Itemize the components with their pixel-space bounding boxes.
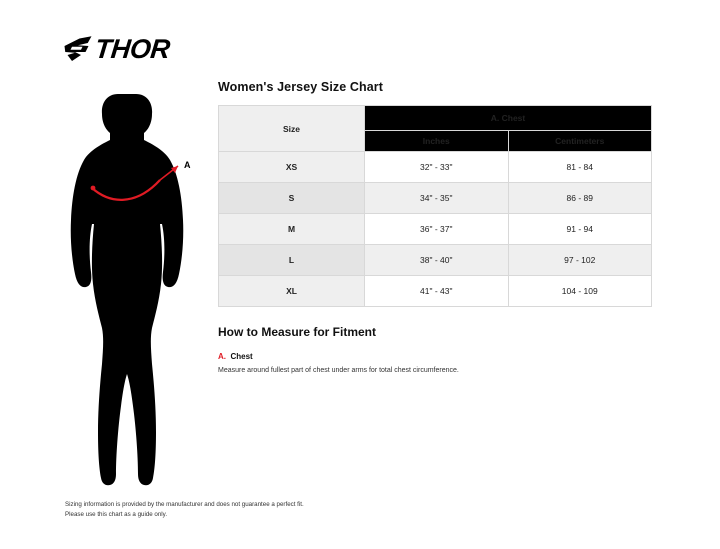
measure-name: Chest (230, 352, 253, 361)
page-title: Women's Jersey Size Chart (218, 80, 384, 94)
cell-size: M (219, 214, 365, 245)
table-row (219, 183, 652, 214)
table-row (219, 276, 652, 307)
cell-inches: 36" - 37" (365, 214, 509, 245)
cell-inches: 32" - 33" (365, 152, 509, 183)
table-header-row-1 (219, 106, 652, 131)
brand-name: THOR (93, 33, 172, 64)
chart-content (218, 80, 652, 377)
column-header-centimeters: Centimeters (508, 131, 652, 152)
measure-description: Measure around fullest part of chest under arms for total chest circumference. (218, 367, 459, 374)
table-row (219, 245, 652, 276)
column-group-header-chest: A. Chest (365, 106, 652, 131)
table-body (219, 152, 652, 307)
column-header-size: Size (219, 106, 365, 152)
thor-helmet-icon (63, 34, 93, 64)
brand-logo (63, 30, 183, 68)
cell-centimeters: 91 - 94 (508, 214, 652, 245)
cell-size: XL (219, 276, 365, 307)
measure-key: A. (218, 352, 226, 361)
measure-item-chest (218, 346, 652, 375)
table-header (219, 106, 652, 152)
disclaimer-line-1: Sizing information is provided by the manufacturer and does not guarantee a perfect fit. (65, 501, 304, 508)
cell-size: S (219, 183, 365, 214)
cell-centimeters: 104 - 109 (508, 276, 652, 307)
table-row (219, 214, 652, 245)
cell-centimeters: 86 - 89 (508, 183, 652, 214)
column-header-inches: Inches (365, 131, 509, 152)
cell-centimeters: 81 - 84 (508, 152, 652, 183)
cell-centimeters: 97 - 102 (508, 245, 652, 276)
size-chart-table (218, 105, 652, 307)
model-silhouette (58, 88, 198, 488)
how-to-measure-title: How to Measure for Fitment (218, 325, 377, 339)
cell-inches: 38" - 40" (365, 245, 509, 276)
cell-size: L (219, 245, 365, 276)
chest-marker-label: A (184, 160, 191, 170)
table-row (219, 152, 652, 183)
cell-size: XS (219, 152, 365, 183)
cell-inches: 34" - 35" (365, 183, 509, 214)
disclaimer (65, 500, 395, 519)
cell-inches: 41" - 43" (365, 276, 509, 307)
disclaimer-line-2: Please use this chart as a guide only. (65, 510, 168, 518)
